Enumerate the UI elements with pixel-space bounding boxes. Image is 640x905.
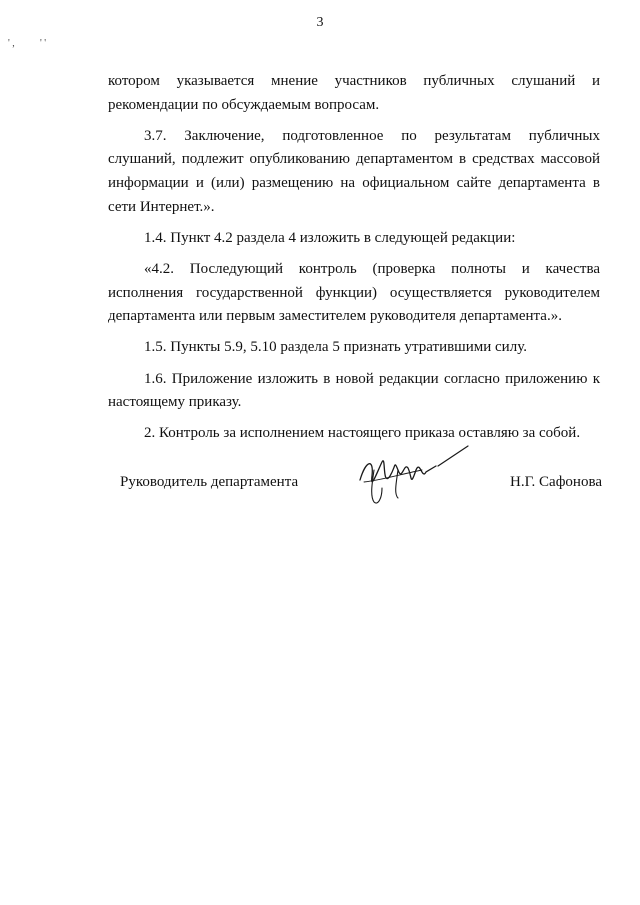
signer-position: Руководитель департамента [120,474,299,490]
paragraph-1-6: 1.6. Приложение изложить в новой редакции согласно приложению к настоящему приказу. [108,370,600,411]
signature-block [108,466,600,526]
paragraph-3-7: 3.7. Заключение, подготовленное по результатам публичных слушаний, подлежит опубликованию департаментом в средствах массовой информации и (или) размещению на официальном сайте департамента в сети Интернет.». [108,127,600,215]
paragraph-continuation: котором указывается мнение участников публичных слушаний и рекомендации по обсуждаемым вопросам. [108,73,600,113]
paragraph-2: 2. Контроль за исполнением настоящего приказа оставляю за собой. [144,425,581,442]
signer-name: Н.Г. Сафонова [509,474,602,490]
scan-mark-left: ' , [8,38,15,49]
paragraph-1-5: 1.5. Пункты 5.9, 5.10 раздела 5 признать утратившими силу. [144,339,527,356]
scan-mark-right: ' ' [40,38,47,49]
paragraph-4-2-quote: «4.2. Последующий контроль (проверка полноты и качества исполнения государственной функции) осуществляется руководителем департамента или первым заместителем руководителя департамента.». [108,260,600,325]
paragraph-1-4: 1.4. Пункт 4.2 раздела 4 изложить в следующей редакции: [144,229,516,246]
document-body [108,70,600,453]
handwritten-signature [352,440,472,510]
page-number: 3 [316,15,324,30]
